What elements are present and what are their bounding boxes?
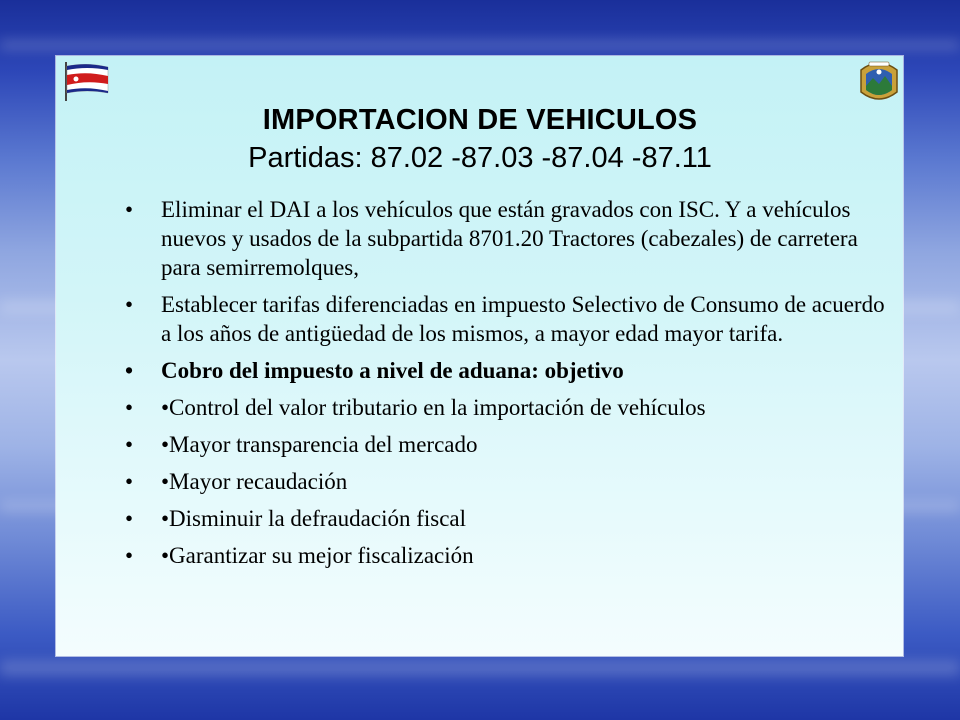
- bullet-dot: •: [125, 506, 134, 531]
- list-item: [125, 393, 885, 422]
- bullet-dot: •: [125, 358, 134, 383]
- list-item: [125, 541, 885, 570]
- list-item-text: •Control del valor tributario en la importación de vehículos: [161, 395, 706, 420]
- list-item: [125, 467, 885, 496]
- list-item: [125, 504, 885, 533]
- bullet-dot: •: [125, 197, 134, 222]
- bullet-dot: •: [125, 432, 134, 457]
- bullet-dot: •: [125, 292, 134, 317]
- list-item-text: Eliminar el DAI a los vehículos que están gravados con ISC. Y a vehículos nuevos y usados de la subpartida 8701.20 Tractores (cabezales) de carretera para semirremolques,: [161, 197, 858, 280]
- list-item-text: Establecer tarifas diferenciadas en impuesto Selectivo de Consumo de acuerdo a los años de antigüedad de los mismos, a mayor edad mayor tarifa.: [161, 292, 885, 346]
- list-item: [125, 195, 885, 282]
- list-item-text: •Garantizar su mejor fiscalización: [161, 543, 474, 568]
- bullet-dot: •: [125, 543, 134, 568]
- list-item-text: •Disminuir la defraudación fiscal: [161, 506, 467, 531]
- coat-of-arms-icon: [855, 56, 903, 106]
- list-item: [125, 430, 885, 459]
- bullet-dot: •: [125, 469, 134, 494]
- list-item-text: •Mayor transparencia del mercado: [161, 432, 478, 457]
- list-item: [125, 356, 885, 385]
- slide-title: IMPORTACION DE VEHICULOS: [262, 104, 698, 136]
- list-item-text: •Mayor recaudación: [161, 469, 348, 494]
- list-item-text: Cobro del impuesto a nivel de aduana: objetivo: [161, 358, 624, 383]
- bullet-list: [125, 195, 885, 578]
- bullet-dot: •: [125, 395, 134, 420]
- costa-rica-flag-icon: [62, 60, 112, 102]
- list-item: [125, 290, 885, 348]
- slide-subtitle: Partidas: 87.02 -87.03 -87.04 -87.11: [248, 142, 712, 174]
